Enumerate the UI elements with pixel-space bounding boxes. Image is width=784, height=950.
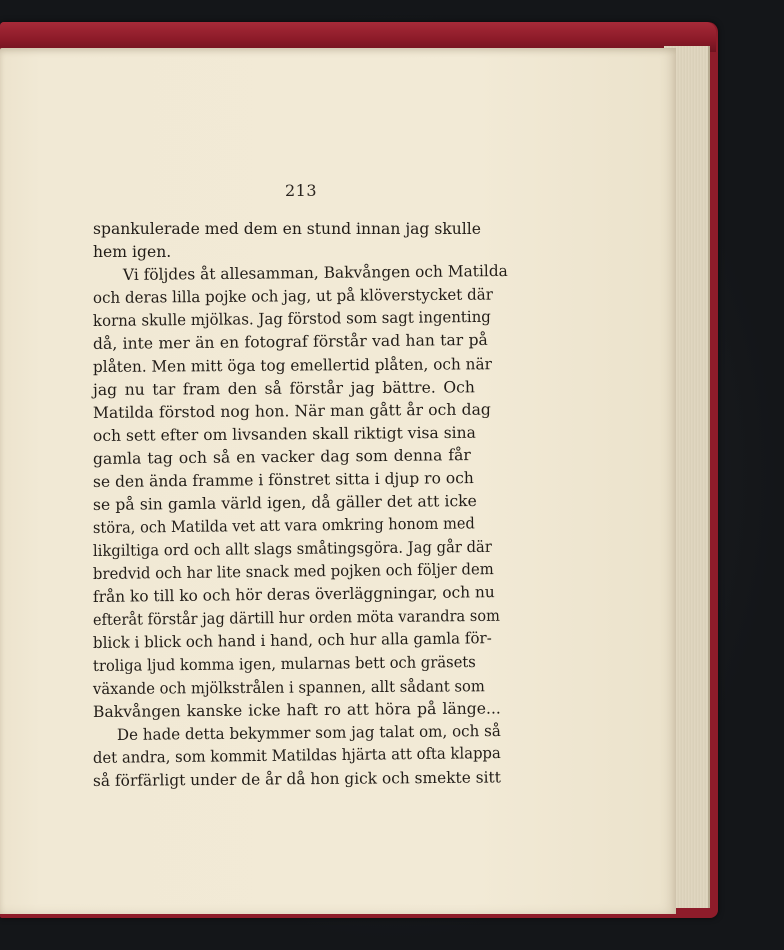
- text-line: Vi följdes åt allesamman, Bakvången och Matilda: [122, 261, 508, 284]
- text-line: likgiltiga ord och allt slags småtingsgöra. Jag går där: [92, 537, 492, 560]
- text-line: se på sin gamla värld igen, då gäller det att icke: [92, 491, 477, 514]
- page-text: [93, 218, 513, 793]
- text-line: korna skulle mjölkas. Jag förstod som sagt ingenting: [92, 307, 491, 330]
- text-line: Bakvången kanske icke haft ro att höra på länge...: [92, 699, 501, 721]
- text-line: från ko till ko och hör deras överläggningar, och nu: [92, 583, 495, 606]
- text-line: och sett efter om livsanden skall riktigt visa sina: [92, 423, 476, 445]
- text-line: se den ända framme i fönstret sitta i djup ro och: [92, 469, 474, 491]
- text-line: De hade detta bekymmer som jag talat om, och så: [116, 721, 501, 744]
- text-line: efteråt förstår jag därtill hur orden möta varandra som: [92, 606, 500, 629]
- text-line: jag nu tar fram den så förstår jag bättre. Och: [92, 378, 475, 399]
- text-line: spankulerade med dem en stund innan jag skulle: [93, 220, 481, 238]
- text-line: då, inte mer än en fotograf förstår vad han tar på: [92, 330, 488, 353]
- text-line: det andra, som kommit Matildas hjärta att ofta klappa: [92, 744, 501, 767]
- text-line: störa, och Matilda vet att vara omkring honom med: [92, 514, 475, 537]
- text-line: hem igen.: [93, 243, 172, 261]
- text-line: och deras lilla pojke och jag, ut på klöverstycket där: [92, 285, 493, 307]
- text-line: bredvid och har lite snack med pojken och följer dem: [92, 560, 494, 583]
- page-number: 213: [285, 181, 318, 200]
- text-line: Matilda förstod nog hon. När man gått år och dag: [92, 400, 491, 422]
- text-line: så förfärligt under de år då hon gick och smekte sitt: [92, 768, 501, 790]
- text-line: troliga ljud komma igen, mularnas bett och gräsets: [92, 652, 476, 675]
- text-line: blick i blick och hand i hand, och hur alla gamla för-: [92, 629, 492, 652]
- text-line: gamla tag och så en vacker dag som denna får: [92, 446, 471, 468]
- text-line: plåten. Men mitt öga tog emellertid plåten, och när: [92, 355, 492, 376]
- book-page: [0, 48, 676, 914]
- text-line: växande och mjölkstrålen i spannen, allt sådant som: [92, 677, 485, 698]
